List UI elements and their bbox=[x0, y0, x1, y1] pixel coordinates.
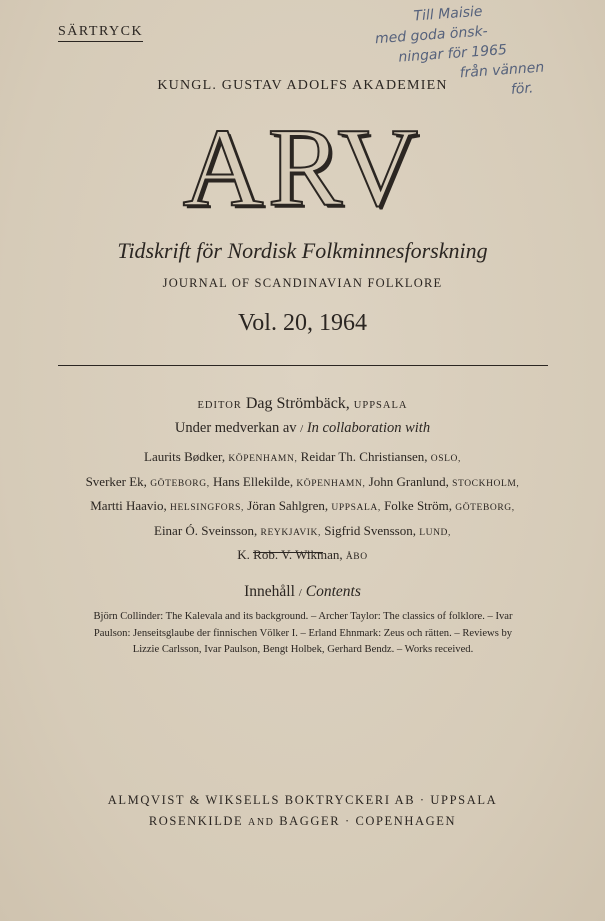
collaborator-name: Folke Ström, bbox=[384, 498, 452, 513]
collaborator-name: Hans Ellekilde, bbox=[212, 473, 294, 489]
collaborator-city: GÖTEBORG, bbox=[455, 503, 515, 513]
contents-line: Björn Collinder: The Kalevala and its background. – Archer Taylor: The classics of folklore. – Ivar bbox=[93, 611, 513, 622]
publisher-imprint bbox=[0, 814, 605, 829]
handwriting-line: ningar för 1965 bbox=[397, 42, 508, 66]
collaborator-row bbox=[0, 446, 605, 471]
collaborator-row bbox=[0, 544, 605, 569]
collaborator-name: Jöran Sahlgren, bbox=[247, 498, 329, 513]
contents-heading bbox=[0, 583, 605, 601]
journal-subtitle: Tidskrift för Nordisk Folkminnesforskning bbox=[117, 238, 488, 263]
offprint-label: SÄRTRYCK bbox=[58, 24, 143, 42]
collaborator-city: KÖPENHAMN, bbox=[296, 478, 366, 489]
collaborator-city: OSLO, bbox=[430, 454, 461, 464]
collaborator-list bbox=[0, 446, 605, 569]
collaborator-row bbox=[0, 471, 605, 496]
contents-list bbox=[58, 609, 548, 659]
collaborator-name: Einar Ó. Sveinsson, bbox=[154, 522, 258, 538]
contents-heading-english: Contents bbox=[305, 583, 361, 600]
publisher-and: AND bbox=[248, 817, 275, 828]
collaborator-city: STOCKHOLM, bbox=[452, 478, 520, 489]
divider bbox=[253, 552, 323, 553]
contents-heading-swedish: Innehåll bbox=[244, 583, 295, 600]
editor-label: EDITOR bbox=[197, 400, 242, 411]
handwriting-line: Till Maisie bbox=[413, 3, 484, 25]
collaborator-name: Sverker Ek, bbox=[85, 473, 147, 489]
editor-city: UPPSALA bbox=[353, 400, 408, 411]
handwriting-line: från vännen bbox=[459, 59, 545, 82]
collaborator-city: KÖPENHAMN, bbox=[228, 454, 298, 464]
collaboration-english: In collaboration with bbox=[306, 420, 431, 436]
contents-separator: / bbox=[298, 587, 302, 599]
editor-name: Dag Strömbäck, bbox=[245, 395, 350, 412]
publisher-name-b: BAGGER · COPENHAGEN bbox=[279, 814, 457, 828]
collaborator-name: John Granlund, bbox=[368, 473, 449, 489]
handwriting-line: med goda önsk- bbox=[374, 23, 489, 48]
collaborator-city: HELSINGFORS, bbox=[170, 503, 245, 513]
collaborator-name: Reidar Th. Christiansen, bbox=[300, 449, 428, 464]
divider bbox=[58, 365, 548, 366]
collaborator-name: Martti Haavio, bbox=[90, 498, 167, 513]
printer-imprint: ALMQVIST & WIKSELLS BOKTRYCKERI AB · UPPSALA bbox=[107, 793, 498, 807]
academy-name: KUNGL. GUSTAV ADOLFS AKADEMIEN bbox=[157, 78, 448, 93]
collaboration-separator: / bbox=[300, 423, 304, 435]
contents-line: Paulson: Jenseitsglaube der finnischen Völker I. – Erland Ehnmark: Zeus och rätten. – Reviews by bbox=[93, 627, 513, 639]
collaboration-heading bbox=[0, 420, 605, 437]
collaborator-city: ÅBO bbox=[345, 552, 368, 562]
collaborator-city: UPPSALA, bbox=[331, 503, 381, 513]
journal-title: ARV bbox=[182, 106, 423, 230]
contents-line: Lizzie Carlsson, Ivar Paulson, Bengt Holbek, Gerhard Bendz. – Works received. bbox=[132, 644, 474, 655]
editor-line bbox=[0, 395, 605, 413]
publisher-name-a: ROSENKILDE bbox=[148, 814, 244, 828]
journal-subtitle-english: JOURNAL OF SCANDINAVIAN FOLKLORE bbox=[162, 276, 443, 290]
collaborator-city: LUND, bbox=[419, 527, 451, 538]
collaborator-city: REYKJAVIK, bbox=[260, 527, 321, 538]
collaborator-name: Laurits Bødker, bbox=[144, 449, 226, 464]
collaboration-swedish: Under medverkan av bbox=[174, 420, 297, 436]
collaborator-name: K. Rob. V. Wikman, bbox=[237, 547, 343, 562]
collaborator-city: GÖTEBORG, bbox=[150, 478, 210, 489]
volume-number: Vol. 20, 1964 bbox=[238, 310, 367, 336]
collaborator-name: Sigfrid Svensson, bbox=[324, 522, 416, 538]
collaborator-row bbox=[0, 520, 605, 545]
collaborator-row bbox=[0, 495, 605, 520]
handwriting-line: för. bbox=[510, 80, 534, 98]
